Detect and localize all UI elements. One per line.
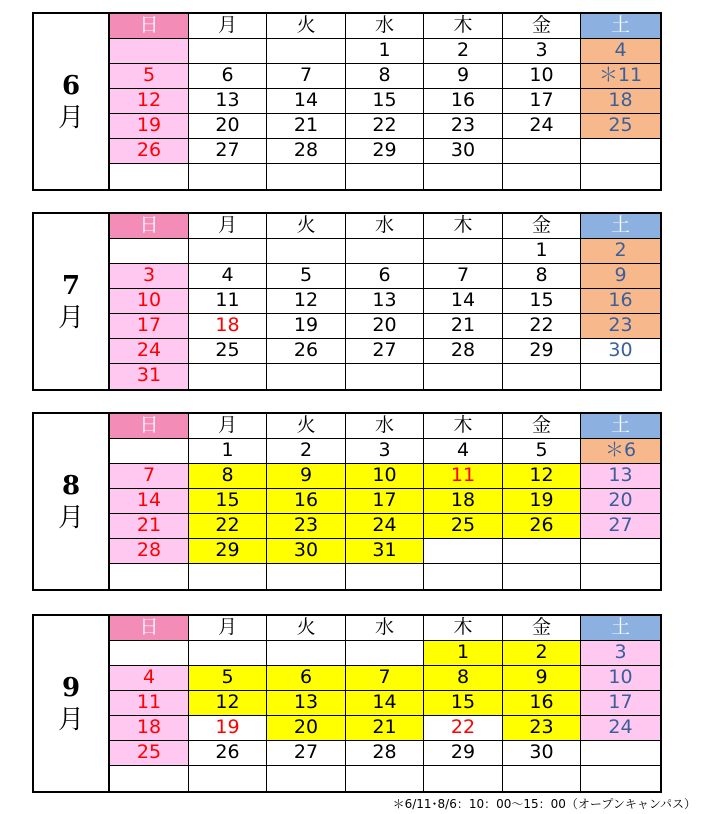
month-calendar-9 bbox=[32, 614, 662, 793]
weekday-header: 月 bbox=[189, 414, 267, 439]
day-cell: 24 bbox=[581, 716, 660, 741]
day-cell: 5 bbox=[189, 666, 267, 691]
day-cell: 30 bbox=[267, 539, 346, 564]
weekday-header: 金 bbox=[503, 14, 581, 39]
empty-cell bbox=[189, 239, 267, 264]
month-number: 8 bbox=[61, 470, 81, 501]
day-cell: 28 bbox=[346, 741, 424, 766]
day-cell: 21 bbox=[346, 716, 424, 741]
day-cell: 3 bbox=[581, 641, 660, 666]
empty-cell bbox=[424, 164, 503, 189]
empty-cell bbox=[267, 364, 346, 389]
day-cell: 29 bbox=[346, 139, 424, 164]
day-cell: 25 bbox=[581, 114, 660, 139]
day-cell: 12 bbox=[267, 289, 346, 314]
day-cell: 15 bbox=[424, 691, 503, 716]
day-cell: 11 bbox=[189, 289, 267, 314]
day-cell: 10 bbox=[581, 666, 660, 691]
empty-cell bbox=[346, 239, 424, 264]
day-cell: 6 bbox=[346, 264, 424, 289]
empty-cell bbox=[267, 641, 346, 666]
empty-cell bbox=[110, 766, 189, 791]
day-cell: 13 bbox=[346, 289, 424, 314]
day-cell: 14 bbox=[267, 89, 346, 114]
weekday-header: 木 bbox=[424, 616, 503, 641]
day-cell: 26 bbox=[110, 139, 189, 164]
day-cell: 11 bbox=[110, 691, 189, 716]
empty-cell bbox=[503, 164, 581, 189]
month-label bbox=[34, 616, 110, 791]
day-cell: 30 bbox=[503, 741, 581, 766]
month-label bbox=[34, 14, 110, 189]
month-number: 9 bbox=[61, 672, 81, 703]
empty-cell bbox=[110, 439, 189, 464]
day-cell: 27 bbox=[581, 514, 660, 539]
empty-cell bbox=[581, 539, 660, 564]
day-cell: 24 bbox=[346, 514, 424, 539]
day-cell: 22 bbox=[189, 514, 267, 539]
empty-cell bbox=[346, 641, 424, 666]
weekday-header: 金 bbox=[503, 414, 581, 439]
weekday-header: 火 bbox=[267, 214, 346, 239]
empty-cell bbox=[267, 39, 346, 64]
day-cell: 20 bbox=[189, 114, 267, 139]
day-cell: 17 bbox=[581, 691, 660, 716]
empty-cell bbox=[267, 239, 346, 264]
day-cell: 8 bbox=[346, 64, 424, 89]
empty-cell bbox=[581, 164, 660, 189]
day-cell: 25 bbox=[424, 514, 503, 539]
day-cell: 4 bbox=[110, 666, 189, 691]
empty-cell bbox=[267, 564, 346, 589]
month-unit: 月 bbox=[57, 302, 84, 333]
day-cell: 5 bbox=[503, 439, 581, 464]
day-cell: 27 bbox=[267, 741, 346, 766]
day-cell: 26 bbox=[267, 339, 346, 364]
day-cell: 13 bbox=[189, 89, 267, 114]
day-cell: 17 bbox=[346, 489, 424, 514]
weekday-header: 水 bbox=[346, 14, 424, 39]
month-calendar-8 bbox=[32, 412, 662, 591]
day-cell: 23 bbox=[424, 114, 503, 139]
day-cell: 29 bbox=[189, 539, 267, 564]
empty-cell bbox=[110, 164, 189, 189]
day-cell: 26 bbox=[503, 514, 581, 539]
empty-cell bbox=[424, 539, 503, 564]
empty-cell bbox=[503, 139, 581, 164]
day-cell: 11 bbox=[424, 464, 503, 489]
empty-cell bbox=[110, 239, 189, 264]
day-cell: 19 bbox=[267, 314, 346, 339]
day-cell: 5 bbox=[267, 264, 346, 289]
day-cell: 10 bbox=[110, 289, 189, 314]
day-cell: 18 bbox=[424, 489, 503, 514]
empty-cell bbox=[110, 641, 189, 666]
day-cell: 9 bbox=[424, 64, 503, 89]
day-cell: 23 bbox=[503, 716, 581, 741]
month-unit: 月 bbox=[57, 502, 84, 533]
day-cell: 7 bbox=[110, 464, 189, 489]
day-cell: 8 bbox=[503, 264, 581, 289]
day-cell: 2 bbox=[581, 239, 660, 264]
day-cell: 23 bbox=[581, 314, 660, 339]
day-cell: 16 bbox=[424, 89, 503, 114]
day-cell: 7 bbox=[424, 264, 503, 289]
day-cell: 14 bbox=[110, 489, 189, 514]
day-cell: 10 bbox=[346, 464, 424, 489]
day-cell: 16 bbox=[267, 489, 346, 514]
weekday-header: 木 bbox=[424, 214, 503, 239]
weekday-header: 月 bbox=[189, 14, 267, 39]
empty-cell bbox=[581, 766, 660, 791]
weekday-header: 水 bbox=[346, 414, 424, 439]
weekday-header: 土 bbox=[581, 214, 660, 239]
empty-cell bbox=[424, 766, 503, 791]
day-cell: 25 bbox=[189, 339, 267, 364]
day-grid bbox=[110, 14, 662, 189]
day-cell: 17 bbox=[110, 314, 189, 339]
empty-cell bbox=[424, 364, 503, 389]
empty-cell bbox=[503, 564, 581, 589]
day-grid bbox=[110, 616, 662, 791]
day-grid bbox=[110, 214, 662, 389]
month-label bbox=[34, 414, 110, 589]
day-cell: 12 bbox=[503, 464, 581, 489]
weekday-header: 土 bbox=[581, 14, 660, 39]
empty-cell bbox=[424, 564, 503, 589]
day-cell: 9 bbox=[581, 264, 660, 289]
day-cell: 30 bbox=[581, 339, 660, 364]
weekday-header: 日 bbox=[110, 616, 189, 641]
day-cell: 19 bbox=[189, 716, 267, 741]
day-cell: 29 bbox=[503, 339, 581, 364]
day-cell: 18 bbox=[581, 89, 660, 114]
month-unit: 月 bbox=[57, 704, 84, 735]
day-cell: 1 bbox=[424, 641, 503, 666]
day-cell: 28 bbox=[424, 339, 503, 364]
day-cell: 25 bbox=[110, 741, 189, 766]
day-cell: 20 bbox=[267, 716, 346, 741]
empty-cell bbox=[581, 741, 660, 766]
empty-cell bbox=[267, 766, 346, 791]
empty-cell bbox=[346, 766, 424, 791]
empty-cell bbox=[581, 139, 660, 164]
empty-cell bbox=[503, 364, 581, 389]
day-cell: 8 bbox=[424, 666, 503, 691]
day-cell: 1 bbox=[503, 239, 581, 264]
day-cell: 22 bbox=[346, 114, 424, 139]
day-cell: 9 bbox=[503, 666, 581, 691]
month-label bbox=[34, 214, 110, 389]
day-cell: 14 bbox=[424, 289, 503, 314]
month-number: 6 bbox=[61, 70, 81, 101]
day-cell: 17 bbox=[503, 89, 581, 114]
day-cell: 14 bbox=[346, 691, 424, 716]
weekday-header: 火 bbox=[267, 414, 346, 439]
day-cell: 21 bbox=[267, 114, 346, 139]
month-calendar-7 bbox=[32, 212, 662, 391]
empty-cell bbox=[581, 564, 660, 589]
day-cell: 26 bbox=[189, 741, 267, 766]
weekday-header: 金 bbox=[503, 214, 581, 239]
day-cell: 16 bbox=[581, 289, 660, 314]
day-cell: 28 bbox=[267, 139, 346, 164]
day-cell: 21 bbox=[110, 514, 189, 539]
day-cell: 16 bbox=[503, 691, 581, 716]
day-cell: 22 bbox=[503, 314, 581, 339]
day-cell: ＊11 bbox=[581, 64, 660, 89]
weekday-header: 日 bbox=[110, 214, 189, 239]
day-cell: 10 bbox=[503, 64, 581, 89]
day-cell: 6 bbox=[267, 666, 346, 691]
day-cell: 31 bbox=[346, 539, 424, 564]
weekday-header: 月 bbox=[189, 616, 267, 641]
weekday-header: 金 bbox=[503, 616, 581, 641]
day-cell: 19 bbox=[110, 114, 189, 139]
day-cell: 24 bbox=[503, 114, 581, 139]
empty-cell bbox=[189, 364, 267, 389]
day-cell: 15 bbox=[189, 489, 267, 514]
empty-cell bbox=[189, 564, 267, 589]
empty-cell bbox=[503, 766, 581, 791]
month-number: 7 bbox=[61, 270, 81, 301]
weekday-header: 土 bbox=[581, 414, 660, 439]
day-grid bbox=[110, 414, 662, 589]
empty-cell bbox=[346, 564, 424, 589]
day-cell: 2 bbox=[503, 641, 581, 666]
day-cell: 6 bbox=[189, 64, 267, 89]
empty-cell bbox=[581, 364, 660, 389]
day-cell: 1 bbox=[346, 39, 424, 64]
weekday-header: 日 bbox=[110, 414, 189, 439]
day-cell: 3 bbox=[346, 439, 424, 464]
empty-cell bbox=[189, 39, 267, 64]
day-cell: 29 bbox=[424, 741, 503, 766]
weekday-header: 火 bbox=[267, 14, 346, 39]
day-cell: 5 bbox=[110, 64, 189, 89]
weekday-header: 木 bbox=[424, 14, 503, 39]
open-campus-footnote: ＊6/11･8/6：10：00～15：00（オープンキャンパス） bbox=[392, 797, 696, 811]
weekday-header: 月 bbox=[189, 214, 267, 239]
day-cell: 30 bbox=[424, 139, 503, 164]
weekday-header: 火 bbox=[267, 616, 346, 641]
empty-cell bbox=[189, 641, 267, 666]
day-cell: 7 bbox=[346, 666, 424, 691]
empty-cell bbox=[110, 564, 189, 589]
day-cell: 21 bbox=[424, 314, 503, 339]
day-cell: 1 bbox=[189, 439, 267, 464]
day-cell: 28 bbox=[110, 539, 189, 564]
day-cell: 15 bbox=[346, 89, 424, 114]
day-cell: ＊6 bbox=[581, 439, 660, 464]
day-cell: 4 bbox=[424, 439, 503, 464]
empty-cell bbox=[189, 164, 267, 189]
day-cell: 27 bbox=[346, 339, 424, 364]
day-cell: 3 bbox=[503, 39, 581, 64]
month-unit: 月 bbox=[57, 102, 84, 133]
day-cell: 24 bbox=[110, 339, 189, 364]
empty-cell bbox=[503, 539, 581, 564]
month-calendar-6 bbox=[32, 12, 662, 191]
day-cell: 23 bbox=[267, 514, 346, 539]
day-cell: 9 bbox=[267, 464, 346, 489]
empty-cell bbox=[346, 364, 424, 389]
day-cell: 12 bbox=[110, 89, 189, 114]
day-cell: 18 bbox=[189, 314, 267, 339]
day-cell: 7 bbox=[267, 64, 346, 89]
day-cell: 2 bbox=[267, 439, 346, 464]
day-cell: 13 bbox=[267, 691, 346, 716]
day-cell: 22 bbox=[424, 716, 503, 741]
weekday-header: 水 bbox=[346, 616, 424, 641]
weekday-header: 土 bbox=[581, 616, 660, 641]
day-cell: 2 bbox=[424, 39, 503, 64]
day-cell: 8 bbox=[189, 464, 267, 489]
day-cell: 27 bbox=[189, 139, 267, 164]
weekday-header: 日 bbox=[110, 14, 189, 39]
day-cell: 19 bbox=[503, 489, 581, 514]
day-cell: 3 bbox=[110, 264, 189, 289]
day-cell: 4 bbox=[189, 264, 267, 289]
empty-cell bbox=[424, 239, 503, 264]
empty-cell bbox=[189, 766, 267, 791]
day-cell: 15 bbox=[503, 289, 581, 314]
weekday-header: 水 bbox=[346, 214, 424, 239]
day-cell: 18 bbox=[110, 716, 189, 741]
day-cell: 20 bbox=[346, 314, 424, 339]
day-cell: 13 bbox=[581, 464, 660, 489]
day-cell: 4 bbox=[581, 39, 660, 64]
day-cell: 20 bbox=[581, 489, 660, 514]
day-cell: 12 bbox=[189, 691, 267, 716]
empty-cell bbox=[110, 39, 189, 64]
day-cell: 31 bbox=[110, 364, 189, 389]
empty-cell bbox=[346, 164, 424, 189]
weekday-header: 木 bbox=[424, 414, 503, 439]
empty-cell bbox=[267, 164, 346, 189]
